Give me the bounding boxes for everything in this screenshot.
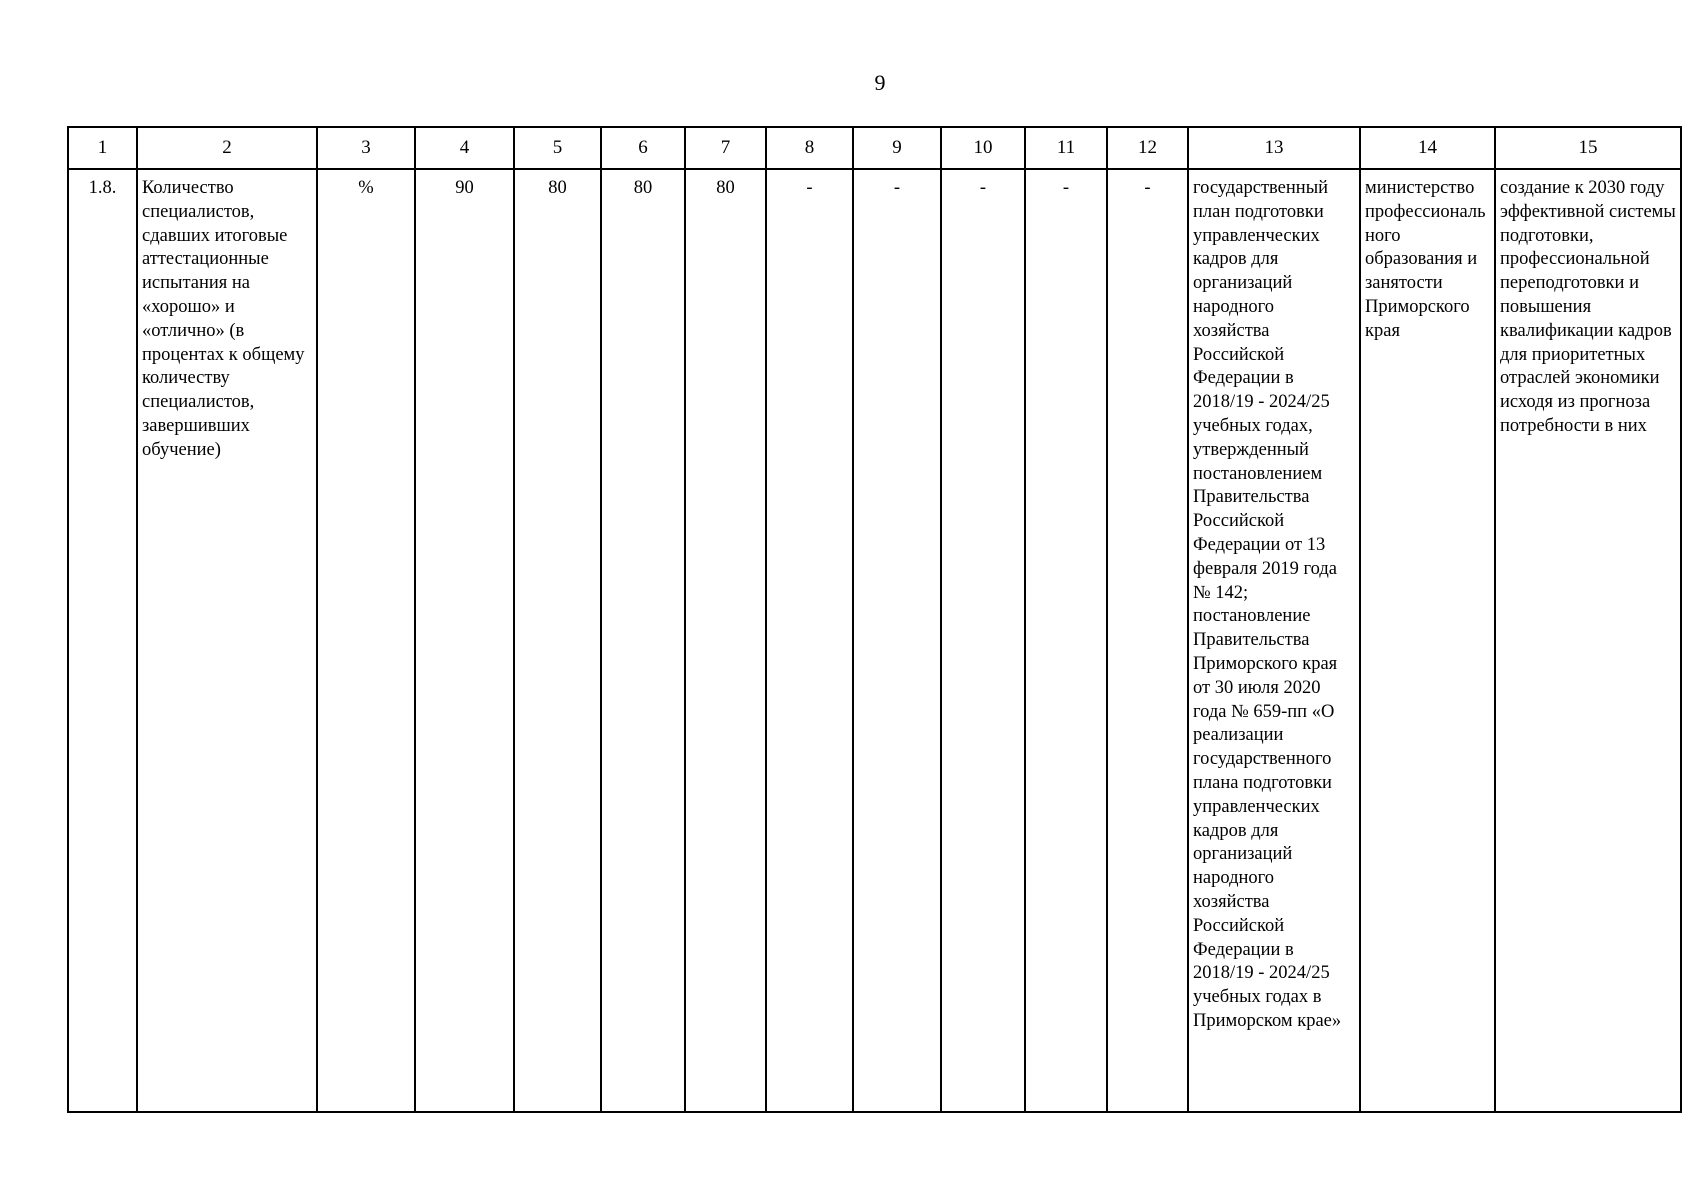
indicator-table [67,126,1682,1113]
header-cell: 9 [853,127,941,169]
unit-cell: % [317,169,415,1112]
header-cell: 15 [1495,127,1681,169]
responsible-text: министерство профессионального образования и занятости Приморского края [1365,178,1486,341]
row-number: 1.8. [68,169,137,1112]
header-cell: 5 [514,127,601,169]
header-cell: 12 [1107,127,1188,169]
value-cell: - [941,169,1025,1112]
source-document: государственный план подготовки управленческих кадров для организаций народного хозяйства Российской Федерации в 2018/19 - 2024/25 учебных годах, утвержденный постановлением Правительства Российской Федерации от 13 февраля 2019 года № 142; постановление Правительства Приморского края от 30 июля 2020 года № 659-пп «О реализации государственного плана подготовки управленческих кадров для организаций народного хозяйства Российской Федерации в 2018/19 - 2024/25 учебных годах в Приморском крае» [1188,169,1360,1112]
goal-description: создание к 2030 году эффективной системы подготовки, профессиональной переподготовки и повышения квалификации кадров для приоритетных отраслей экономики исходя из прогноза потребности в них [1495,169,1681,1112]
responsible-executor [1360,169,1495,1112]
value-cell: 80 [685,169,766,1112]
value-cell: - [853,169,941,1112]
value-cell: 90 [415,169,514,1112]
header-cell: 2 [137,127,317,169]
value-cell: - [1025,169,1107,1112]
header-cell: 3 [317,127,415,169]
header-cell: 10 [941,127,1025,169]
header-row [68,127,1681,169]
header-cell: 1 [68,127,137,169]
header-cell: 14 [1360,127,1495,169]
header-cell: 6 [601,127,685,169]
value-cell: 80 [514,169,601,1112]
table-row [68,169,1681,1112]
page-number: 9 [874,70,886,95]
indicator-name: Количество специалистов, сдавших итоговые аттестационные испытания на «хорошо» и «отлично» (в процентах к общему количеству специалистов, завершивших обучение) [137,169,317,1112]
value-cell: - [766,169,853,1112]
header-cell: 11 [1025,127,1107,169]
header-cell: 4 [415,127,514,169]
header-cell: 7 [685,127,766,169]
value-cell: - [1107,169,1188,1112]
value-cell: 80 [601,169,685,1112]
header-cell: 13 [1188,127,1360,169]
header-cell: 8 [766,127,853,169]
